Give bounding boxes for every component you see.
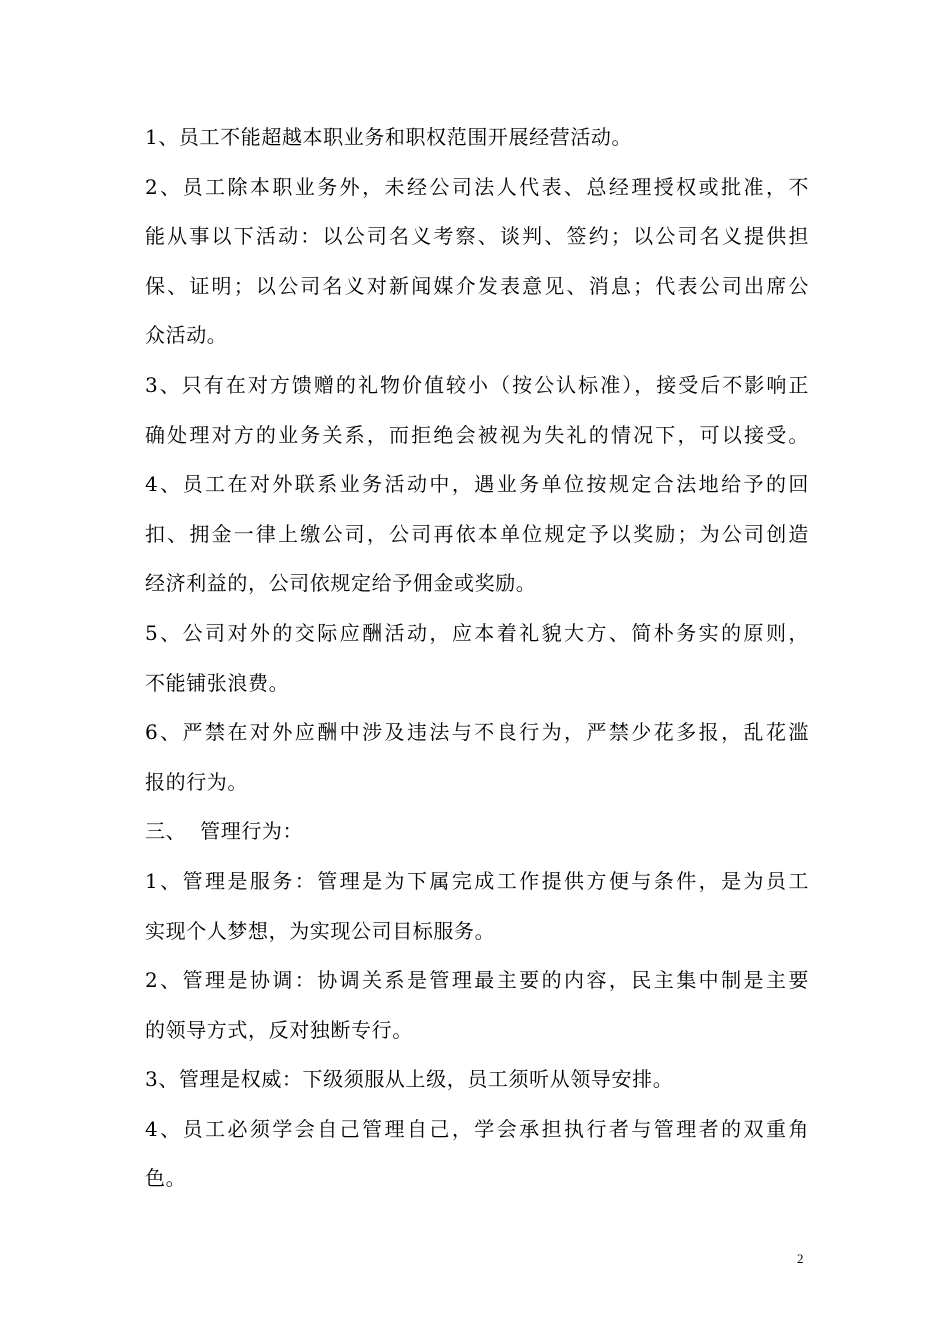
text-line: 2、员工除本职业务外，未经公司法人代表、总经理授权或批准，不 [145, 174, 809, 199]
text-line: 4、员工在对外联系业务活动中，遇业务单位按规定合法地给予的回 [145, 472, 809, 497]
text-line: 扣、拥金一律上缴公司，公司再依本单位规定予以奖励；为公司创造 [145, 521, 809, 546]
text-line: 1、员工不能超越本职业务和职权范围开展经营活动。 [145, 125, 633, 149]
text-line: 确处理对方的业务关系，而拒绝会被视为失礼的情况下，可以接受。 [145, 422, 809, 447]
text-line: 的领导方式，反对独断专行。 [145, 1017, 413, 1042]
text-line: 2、管理是协调：协调关系是管理最主要的内容，民主集中制是主要 [145, 968, 809, 993]
text-line: 3、只有在对方馈赠的礼物价值较小（按公认标准），接受后不影响正 [145, 372, 809, 397]
text-line: 5、公司对外的交际应酬活动，应本着礼貌大方、简朴务实的原则， [145, 620, 809, 645]
text-line: 色。 [145, 1166, 187, 1191]
text-line: 6、严禁在对外应酬中涉及违法与不良行为，严禁少花多报，乱花滥 [145, 720, 809, 745]
text-line: 众活动。 [145, 323, 228, 348]
text-line: 报的行为。 [145, 769, 248, 794]
text-line: 经济利益的，公司依规定给予佣金或奖励。 [145, 571, 537, 596]
text-line: 3、管理是权威：下级须服从上级，员工须听从领导安排。 [145, 1067, 674, 1092]
document-body [145, 113, 809, 1204]
text-line: 4、员工必须学会自己管理自己，学会承担执行者与管理者的双重角 [145, 1116, 809, 1141]
text-line: 保、证明；以公司名义对新闻媒介发表意见、消息；代表公司出席公 [145, 273, 809, 298]
text-line: 不能铺张浪费。 [145, 670, 290, 695]
page-number: 2 [797, 1251, 804, 1266]
text-line: 能从事以下活动：以公司名义考察、谈判、签约；以公司名义提供担 [145, 224, 809, 249]
text-line: 1、管理是服务：管理是为下属完成工作提供方便与条件，是为员工 [145, 868, 809, 893]
text-line: 实现个人梦想，为实现公司目标服务。 [145, 918, 496, 943]
section-heading: 三、 管理行为： [145, 819, 304, 844]
